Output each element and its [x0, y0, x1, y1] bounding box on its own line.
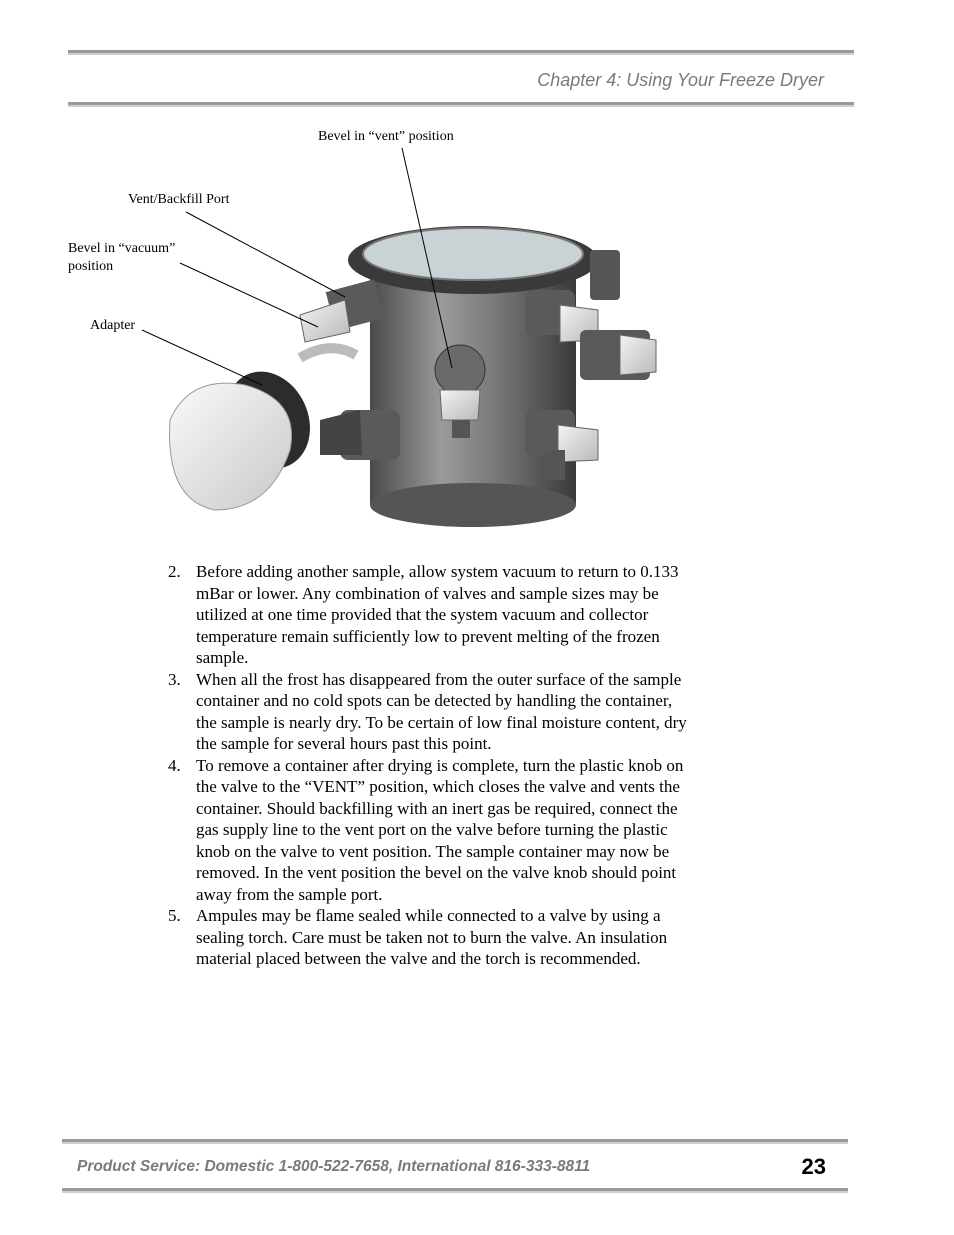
chamber-base	[370, 483, 576, 527]
footer-rule-top	[62, 1139, 848, 1144]
chapter-title: Chapter 4: Using Your Freeze Dryer	[537, 70, 824, 90]
header-rule-bottom	[68, 102, 854, 107]
step-number: 3.	[168, 669, 181, 689]
callout-bevel-vacuum: Bevel in “vacuum” position	[68, 241, 176, 274]
step-item	[168, 755, 688, 906]
step-number: 2.	[168, 562, 181, 581]
procedure-steps	[168, 561, 688, 970]
header-rule-top	[68, 50, 854, 55]
manifold-figure	[0, 120, 954, 550]
center-valve-knob	[440, 390, 480, 420]
drying-chamber-illustration	[0, 120, 954, 550]
step-number: 4.	[168, 755, 181, 775]
step-text: Ampules may be flame sealed while connected to a valve by using a sealing torch. Care must be taken not to burn the valve. An insulation material placed between the valve and the torch is recommended.	[196, 906, 668, 968]
ampule	[170, 383, 292, 510]
step-text: Before adding another sample, allow system vacuum to return to 0.133 mBar or lower. Any combination of valves and sample sizes may be utilized at one time provided that the system vacuum and collector temperature remain sufficiently low to prevent melting of the frozen sample.	[196, 562, 679, 667]
footer-rule-bottom	[62, 1188, 848, 1193]
callout-vent-backfill-port: Vent/Backfill Port	[128, 192, 230, 207]
step-item	[168, 905, 688, 970]
step-item	[168, 669, 688, 755]
step-number: 5.	[168, 906, 181, 925]
step-text: When all the frost has disappeared from the outer surface of the sample container and no cold spots can be detected by handling the container, the sample is nearly dry. To be certain of low final moisture content, dry the sample for several hours past this point.	[196, 669, 687, 753]
product-service-line: Product Service: Domestic 1-800-522-7658, International 816-333-8811	[77, 1158, 591, 1175]
step-item	[168, 561, 688, 669]
callout-adapter: Adapter	[90, 318, 136, 333]
callout-bevel-vent: Bevel in “vent” position	[318, 129, 454, 144]
chamber-lid-glass	[363, 228, 583, 280]
step-text: To remove a container after drying is complete, turn the plastic knob on the valve to the “VENT” position, which closes the valve and vents the container. Should backfilling with an inert gas be required, connect the gas supply line to the vent port on the valve before turning the plastic knob on the valve to vent position. The sample container may now be removed. In the vent position the bevel on the valve knob should point away from the sample port.	[196, 755, 684, 904]
page-number: 23	[801, 1154, 826, 1179]
